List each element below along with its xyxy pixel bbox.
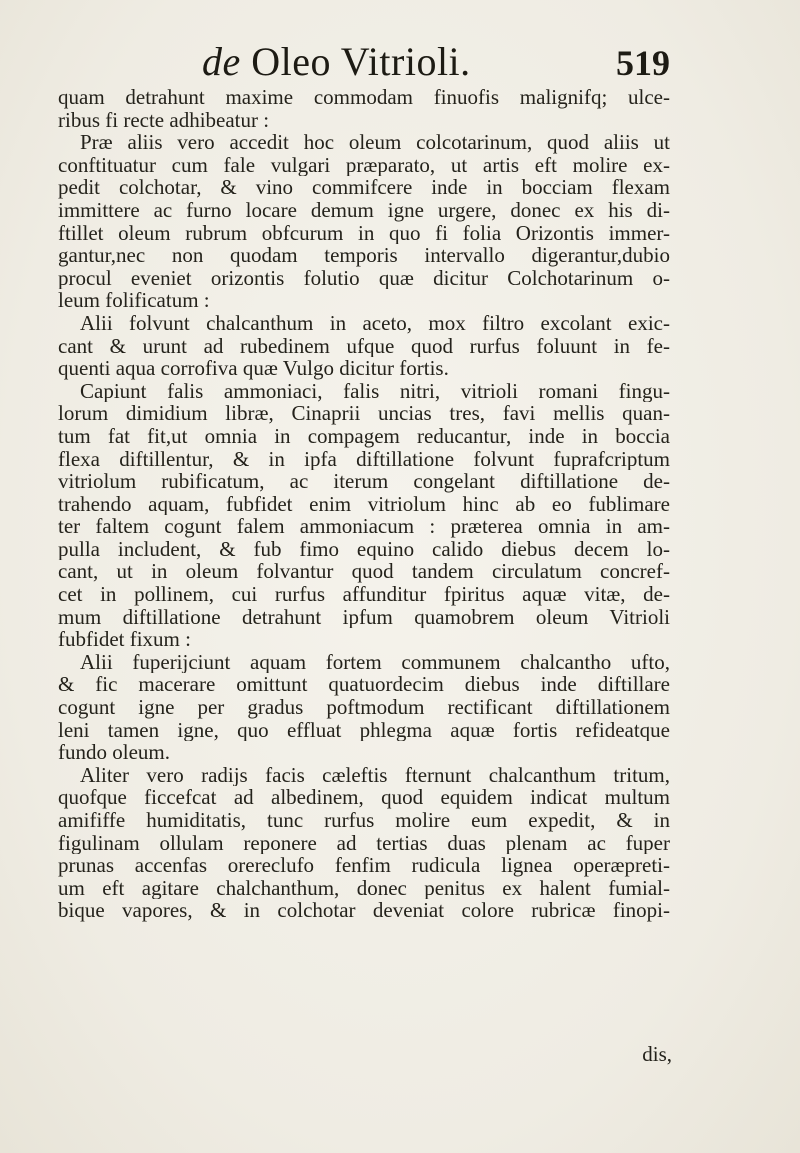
text-line: quofque ficcefcat ad albedinem, quod equidem indicat multum <box>58 786 670 809</box>
page-title <box>202 38 471 85</box>
text-line: mum diftillatione detrahunt ipfum quamobrem oleum Vitrioli <box>58 605 670 629</box>
text-line: Capiunt falis ammoniaci, falis nitri, vitrioli romani fingu- <box>80 379 670 403</box>
text-line: figulinam ollulam reponere ad tertias duas plenam ac fuper <box>58 831 670 855</box>
title-main: Oleo Vitrioli. <box>251 39 471 84</box>
text-line: bique vapores, & in colchotar deveniat colore rubricæ finopi- <box>58 899 670 922</box>
text-line: cant & urunt ad rubedinem ufque quod rurfus foluunt in fe- <box>58 334 670 358</box>
text-line: fundo oleum. <box>58 741 170 764</box>
text-line: immittere ac furno locare demum igne urgere, donec ex his di- <box>58 198 670 222</box>
text-line: lorum dimidium libræ, Cinaprii uncias tres, favi mellis quan- <box>58 402 670 425</box>
text-line: leum folificatum : <box>58 289 210 312</box>
text-line: fubfidet fixum : <box>58 628 191 651</box>
text-line: Aliter vero radijs facis cæleftis fternunt chalcanthum tritum, <box>80 763 670 787</box>
text-line: ter faltem cogunt falem ammoniacum : præterea omnia in am- <box>58 515 670 538</box>
text-line: Præ aliis vero accedit hoc oleum colcotarinum, quod aliis ut <box>80 131 670 154</box>
text-line: Alii folvunt chalcanthum in aceto, mox filtro excolant exic- <box>80 311 670 335</box>
text-line: prunas accenfas orereclufo fenfim rudicula lignea operæpreti- <box>58 854 670 877</box>
text-line: vitriolum rubificatum, ac iterum congelant diftillatione de- <box>58 470 670 493</box>
title-prefix: de <box>202 39 241 84</box>
text-line: ftillet oleum rubrum obfcurum in quo fi folia Orizontis immer- <box>58 221 670 245</box>
text-line: leni tamen igne, quo effluat phlegma aquæ fortis refideatque <box>58 718 670 742</box>
text-line: cet in pollinem, cui rurfus affunditur fpiritus aquæ vitæ, de- <box>58 583 670 606</box>
text-line: trahendo aquam, fubfidet enim vitriolum hinc ab eo fublimare <box>58 492 670 516</box>
catchword: dis, <box>642 1042 672 1066</box>
text-line: conftituatur cum fale vulgari præparato, ut artis eft molire ex- <box>58 153 670 177</box>
text-line: Alii fuperijciunt aquam fortem communem chalcantho ufto, <box>80 650 670 674</box>
text-line: cogunt igne per gradus poftmodum rectificant diftillationem <box>58 696 670 719</box>
text-line: amififfe humiditatis, tunc rurfus molire eum expedit, & in <box>58 809 670 832</box>
text-line: cant, ut in oleum folvantur quod tandem circulatum concref- <box>58 560 670 584</box>
text-line: um eft agitare chalchanthum, donec penitus ex halent fumial- <box>58 876 670 900</box>
text-line: pulla includent, & fub fimo equino calido diebus decem lo- <box>58 537 670 561</box>
text-line: ribus fi recte adhibeatur : <box>58 108 270 132</box>
text-line: quam detrahunt maxime commodam finuofis malignifq; ulce- <box>58 86 670 109</box>
text-line: gantur,nec non quodam temporis intervallo digerantur,dubio <box>58 244 670 267</box>
text-line: pedit colchotar, & vino commifcere inde in bocciam flexam <box>58 176 670 199</box>
text-line: flexa diftillentur, & in ipfa diftillatione folvunt fuprafcriptum <box>58 447 670 471</box>
body-text <box>58 86 670 922</box>
text-line: procul eveniet orizontis folutio quæ dicitur Colchotarinum o- <box>58 266 670 290</box>
text-line: & fic macerare omittunt quatuordecim diebus inde diftillare <box>58 673 670 697</box>
page-number: 519 <box>616 43 670 83</box>
text-line: quenti aqua corrofiva quæ Vulgo dicitur fortis. <box>58 357 449 380</box>
running-header <box>150 38 670 90</box>
text-line: tum fat fit,ut omnia in compagem reducantur, inde in boccia <box>58 424 670 448</box>
